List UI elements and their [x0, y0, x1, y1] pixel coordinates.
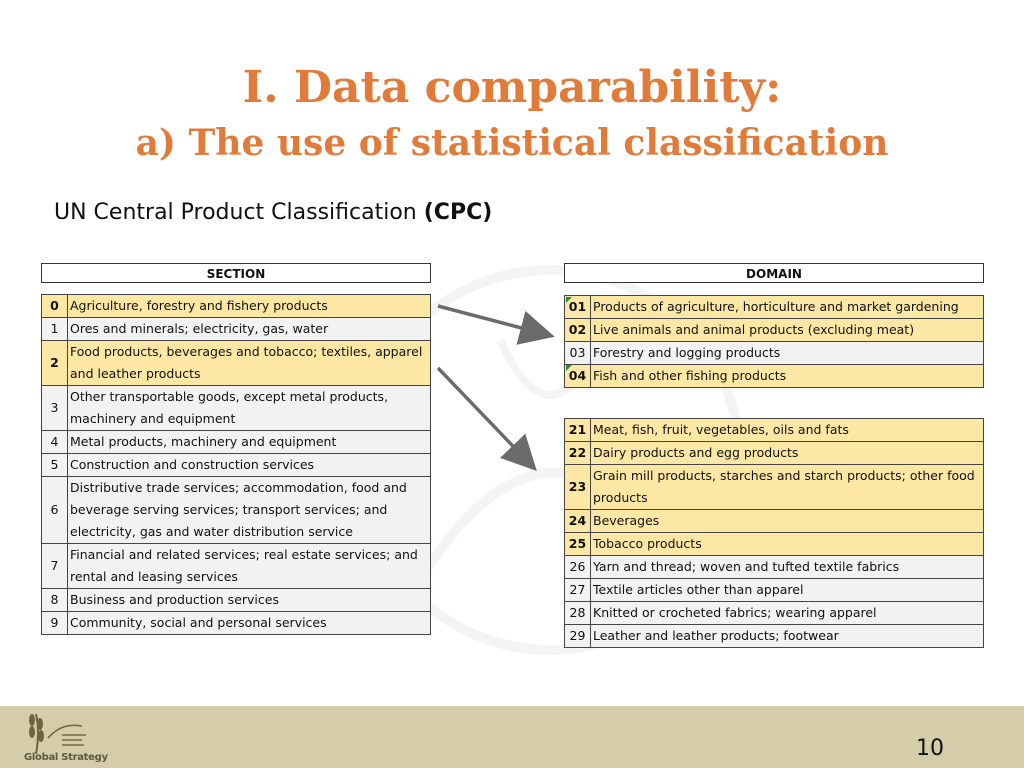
row-code: 3: [42, 386, 68, 431]
row-code: 0: [42, 295, 68, 318]
table-row: [565, 442, 984, 465]
row-code: 28: [565, 602, 591, 625]
domain-header: DOMAIN: [564, 263, 984, 283]
row-code: 7: [42, 544, 68, 589]
table-row: [42, 318, 431, 341]
row-code: 02: [565, 319, 591, 342]
row-label: Textile articles other than apparel: [591, 579, 984, 602]
table-row: [42, 544, 431, 589]
row-code: 24: [565, 510, 591, 533]
row-label: Construction and construction services: [68, 454, 431, 477]
table-row: [565, 510, 984, 533]
row-code: 29: [565, 625, 591, 648]
cell-marker: [566, 365, 572, 371]
row-label: Ores and minerals; electricity, gas, water: [68, 318, 431, 341]
row-code: 27: [565, 579, 591, 602]
footer-bar: [0, 706, 1024, 768]
table-row: [565, 365, 984, 388]
table-row: [565, 533, 984, 556]
row-code: 26: [565, 556, 591, 579]
row-code: 5: [42, 454, 68, 477]
row-code: 25: [565, 533, 591, 556]
table-row: [42, 341, 431, 386]
table-row: [565, 579, 984, 602]
row-code: 22: [565, 442, 591, 465]
table-row: [42, 431, 431, 454]
row-label: Fish and other fishing products: [591, 365, 984, 388]
classification-caption: [54, 200, 492, 225]
table-row: [565, 625, 984, 648]
table-row: [42, 295, 431, 318]
row-label: Community, social and personal services: [68, 612, 431, 635]
section-header: SECTION: [41, 263, 431, 283]
table-row: [42, 612, 431, 635]
page-number: 10: [916, 736, 944, 761]
section-table: [41, 294, 431, 635]
row-code: 2: [42, 341, 68, 386]
table-row: [565, 419, 984, 442]
row-label: Meat, fish, fruit, vegetables, oils and fats: [591, 419, 984, 442]
row-code: 01: [565, 296, 591, 319]
row-label: Yarn and thread; woven and tufted textile fabrics: [591, 556, 984, 579]
domain-table-group-1: [564, 295, 984, 388]
row-label: Forestry and logging products: [591, 342, 984, 365]
row-code: 21: [565, 419, 591, 442]
row-label: Food products, beverages and tobacco; textiles, apparel and leather products: [68, 341, 431, 386]
row-label: Dairy products and egg products: [591, 442, 984, 465]
slide-title: I. Data comparability:: [242, 62, 782, 113]
table-row: [565, 296, 984, 319]
row-code: 03: [565, 342, 591, 365]
slide-subtitle: a) The use of statistical classification: [135, 122, 889, 164]
row-label: Agriculture, forestry and fishery products: [68, 295, 431, 318]
row-code: 04: [565, 365, 591, 388]
table-row: [565, 319, 984, 342]
arrow-section0-to-domain: [438, 306, 548, 335]
row-label: Financial and related services; real estate services; and rental and leasing services: [68, 544, 431, 589]
row-label: Other transportable goods, except metal products, machinery and equipment: [68, 386, 431, 431]
logo-text: Global Strategy: [24, 752, 108, 763]
row-label: Leather and leather products; footwear: [591, 625, 984, 648]
row-label: Distributive trade services; accommodation, food and beverage serving services; transport services; and electricity, gas and water distribution service: [68, 477, 431, 544]
row-label: Grain mill products, starches and starch products; other food products: [591, 465, 984, 510]
domain-table-group-2: [564, 418, 984, 648]
table-row: [565, 556, 984, 579]
table-row: [565, 342, 984, 365]
row-label: Live animals and animal products (excluding meat): [591, 319, 984, 342]
table-row: [565, 465, 984, 510]
row-code: 8: [42, 589, 68, 612]
caption-text: UN Central Product Classification: [54, 200, 424, 225]
row-label: Knitted or crocheted fabrics; wearing apparel: [591, 602, 984, 625]
row-label: Tobacco products: [591, 533, 984, 556]
arrow-section2-to-domain: [438, 368, 532, 466]
table-row: [42, 454, 431, 477]
cell-marker: [566, 297, 572, 303]
table-row: [42, 589, 431, 612]
row-code: 4: [42, 431, 68, 454]
table-row: [42, 477, 431, 544]
row-code: 9: [42, 612, 68, 635]
row-label: Beverages: [591, 510, 984, 533]
row-label: Metal products, machinery and equipment: [68, 431, 431, 454]
row-code: 6: [42, 477, 68, 544]
row-code: 23: [565, 465, 591, 510]
row-label: Products of agriculture, horticulture and market gardening: [591, 296, 984, 319]
row-label: Business and production services: [68, 589, 431, 612]
table-row: [565, 602, 984, 625]
table-row: [42, 386, 431, 431]
caption-acronym: (CPC): [423, 200, 493, 225]
row-code: 1: [42, 318, 68, 341]
